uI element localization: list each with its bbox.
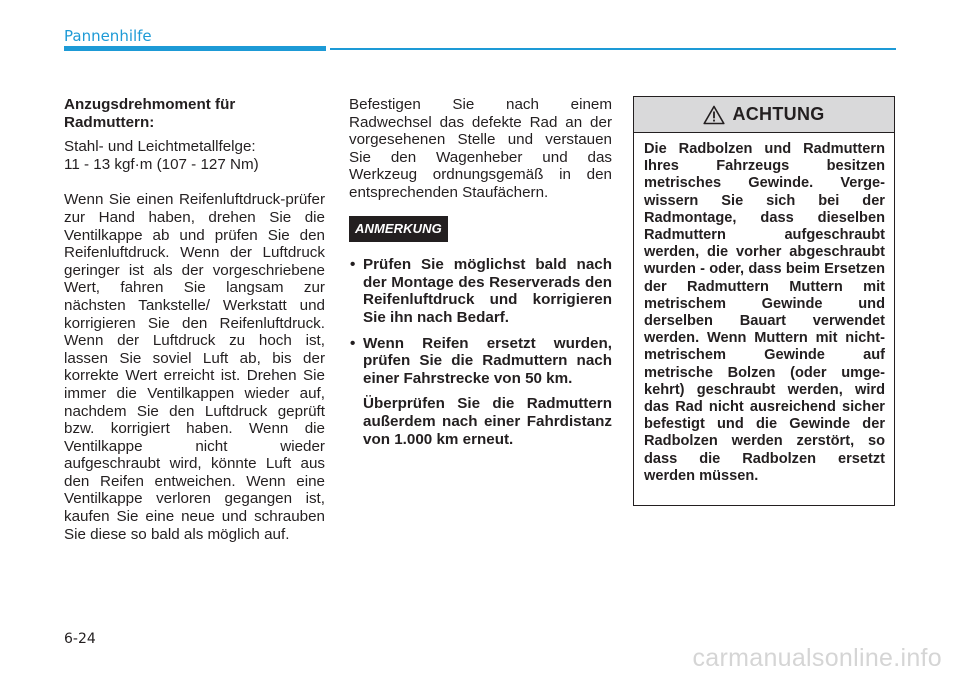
watermark: carmanualsonline.info bbox=[692, 644, 942, 672]
rim-spec-label: Stahl- und Leichtmetallfelge: bbox=[64, 138, 256, 156]
note-bullet-item bbox=[349, 335, 612, 449]
page-number: 6-24 bbox=[64, 631, 96, 647]
tire-pressure-paragraph: Wenn Sie einen Reifenluftdruck-prüfer zur Hand haben, drehen Sie die Ventilkappe ab und prüfen Sie den Reifenluftdruck. Wenn der Luftdruck geringer ist als der vorgeschriebene Wert, fahren Sie langsam zur nächsten Tankstelle/ Werkstatt und korrigieren Sie den Reifenluftdruck. Wenn der Luftdruck zu hoch ist, lassen Sie soviel Luft ab, bis der korrekte Wert erreicht ist. Drehen Sie immer die Ventilkappen wieder auf, nachdem Sie den Luftdruck geprüft bzw. korrigiert haben. Wenn die Ventilkappe nicht wieder aufgeschraubt wird, könnte Luft aus den Reifen entweichen. Wenn eine Ventilkappe verloren gegangen ist, kaufen Sie eine neue und schrauben Sie diese so bald als möglich auf. bbox=[64, 191, 325, 543]
torque-heading: Anzugsdrehmoment für Radmuttern: bbox=[64, 96, 236, 131]
bullet-dot: • bbox=[350, 256, 356, 274]
torque-spec-value: 11 - 13 kgf·m (107 - 127 Nm) bbox=[64, 155, 259, 173]
warning-triangle-icon bbox=[703, 105, 725, 125]
warning-body: Die Radbolzen und Radmuttern Ihres Fahrzeugs besitzen metrisches Gewinde. Verge-wissern Sie sich bei der Radmontage, dass dieselben Radmuttern aufgeschraubt werden, die vorher abgeschraubt wurden - oder, dass beim Ersetzen der Radmuttern Muttern mit metrischem Gewinde und derselben Bauart verwendet werden. Wenn Muttern mit nicht-metrischem Gewinde auf metrische Bolzen (oder umge-kehrt) geschraubt werden, wird das Rad nicht ausreichend sicher befestigt und die Gewinde der Radbolzen werden zerstört, so dass die Radbolzen ersetzt werden müssen. bbox=[644, 141, 885, 484]
left-column bbox=[64, 96, 325, 543]
warning-box bbox=[633, 96, 895, 506]
note-bullet-item bbox=[349, 256, 612, 326]
stowage-paragraph: Befestigen Sie nach einem Radwechsel das defekte Rad an der vorgesehenen Stelle und verstauen Sie den Wagenheber und das Werkzeug ordnungsgemäß in den entsprechenden Staufächern. bbox=[349, 96, 612, 201]
warning-header bbox=[634, 97, 894, 133]
bullet-followup-text: Überprüfen Sie die Radmuttern außerdem nach einer Fahrdistanz von 1.000 km erneut. bbox=[363, 395, 612, 448]
note-badge: ANMERKUNG bbox=[349, 216, 448, 243]
middle-column bbox=[349, 96, 612, 456]
header-rule-thin bbox=[330, 48, 896, 50]
bullet-dot: • bbox=[350, 334, 356, 352]
note-bullet-list bbox=[349, 256, 612, 448]
bullet-text: Prüfen Sie möglichst bald nach der Montage des Reserverads den Reifenluftdruck und korrigieren Sie ihn nach Bedarf. bbox=[363, 256, 612, 326]
warning-title: ACHTUNG bbox=[732, 104, 825, 124]
section-title: Pannenhilfe bbox=[64, 27, 152, 45]
bullet-text: Wenn Reifen ersetzt wurden, prüfen Sie die Radmuttern nach einer Fahrstrecke von 50 km. bbox=[363, 334, 612, 387]
header-rule-thick bbox=[64, 46, 326, 51]
